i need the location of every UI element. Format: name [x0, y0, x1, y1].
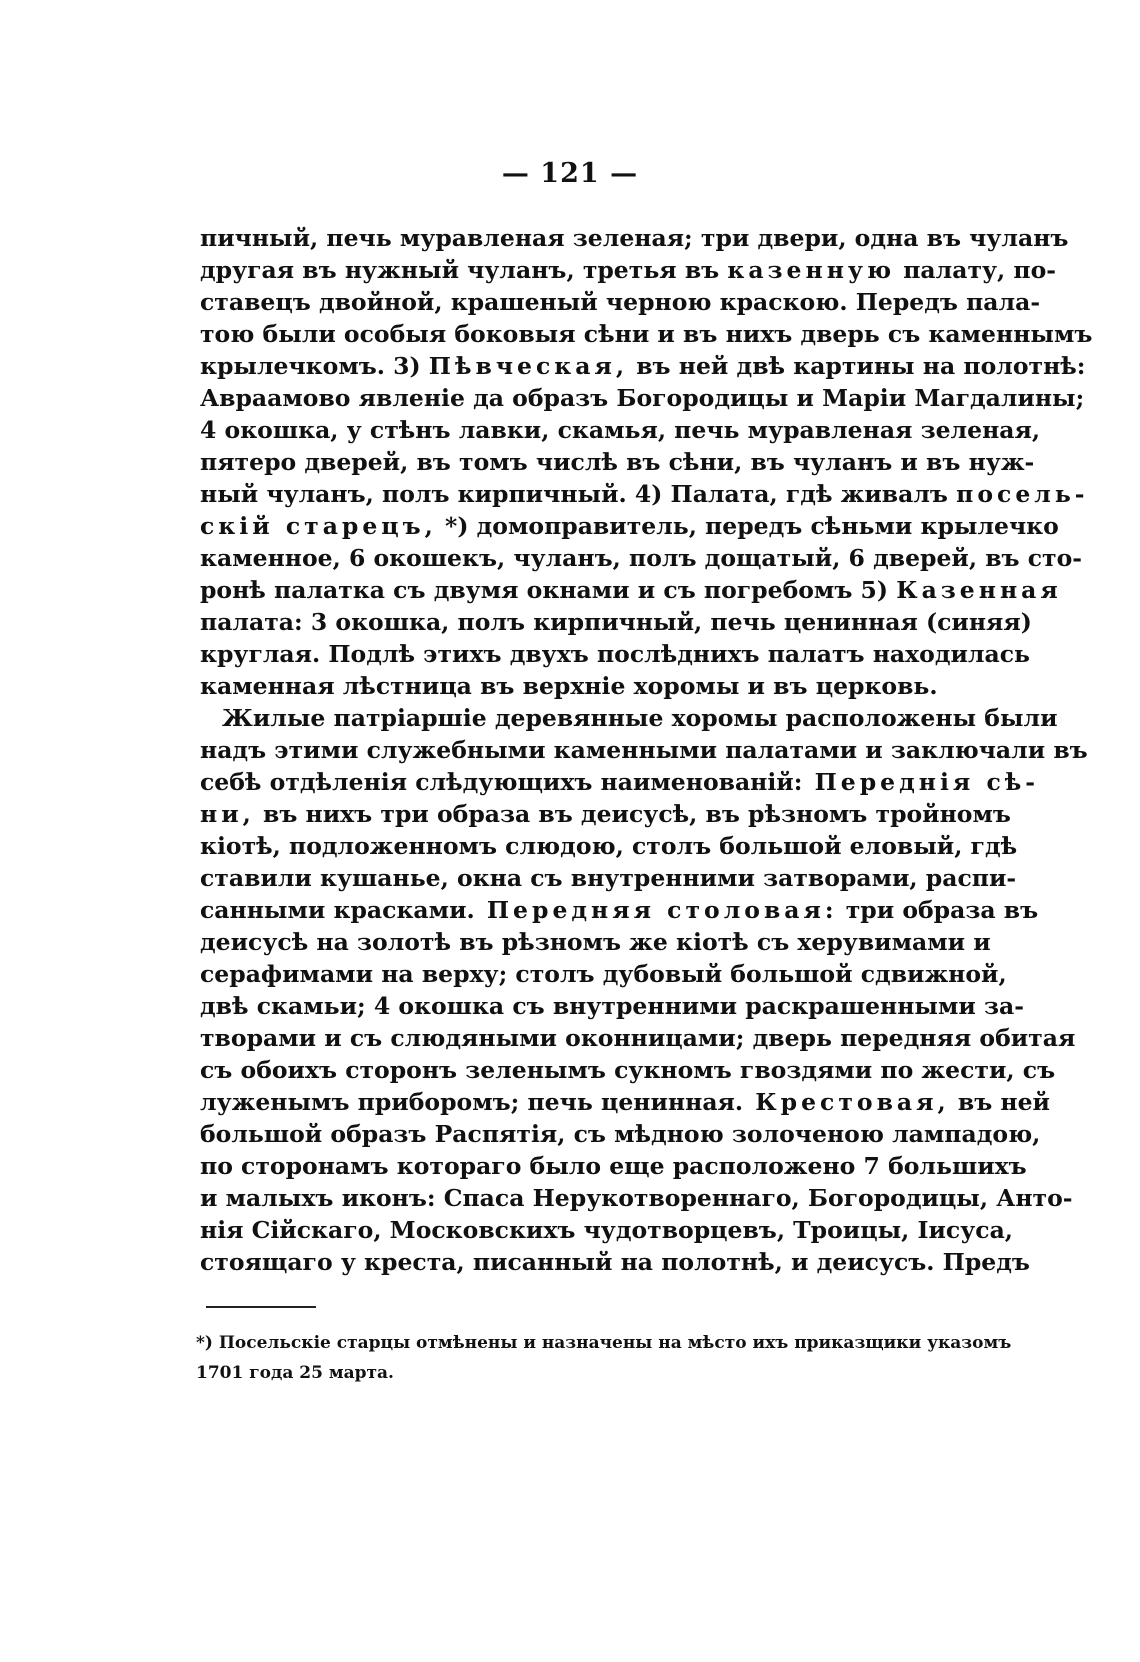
- page-number: — 121 —: [501, 158, 639, 189]
- spaced-term: скій старецъ,: [200, 512, 437, 540]
- text-line: ставили кушанье, окна съ внутренними затворами, распи-: [200, 864, 1017, 892]
- text-line: стоящаго у креста, писанный на полотнѣ, и деисусъ. Предъ: [200, 1248, 1030, 1276]
- footnote-divider: [206, 1306, 316, 1308]
- spaced-term: Крестовая,: [743, 1088, 950, 1116]
- text-line: деисусѣ на золотѣ въ рѣзномъ же кіотѣ съ херувимами и: [200, 928, 991, 956]
- spaced-term: Пѣвческая,: [428, 352, 629, 380]
- text-line: большой образъ Распятія, съ мѣдною золоченою лампадою,: [200, 1120, 1041, 1148]
- text-line: Авраамово явленіе да образъ Богородицы и Маріи Магдалины;: [200, 384, 1085, 412]
- spaced-term: Передняя столовая:: [474, 896, 838, 924]
- text-line: пятеро дверей, въ томъ числѣ въ сѣни, въ чуланъ и въ нуж-: [200, 448, 1035, 476]
- text-line: нія Сійскаго, Московскихъ чудотворцевъ, Троицы, Іисуса,: [200, 1216, 1013, 1244]
- spaced-term: ни,: [200, 800, 255, 828]
- text-line: творами и съ слюдяными оконницами; дверь передняя обитая: [200, 1024, 1076, 1052]
- main-text: [200, 222, 1093, 1278]
- text-line: ни, въ нихъ три образа въ деисусѣ, въ рѣзномъ тройномъ: [200, 800, 1011, 828]
- text-line: луженымъ приборомъ; печь ценинная. Крестовая, въ ней: [200, 1088, 1050, 1116]
- spaced-term: посель-: [956, 480, 1089, 508]
- text-line: Жилые патріаршіе деревянные хоромы расположены были: [222, 704, 1058, 732]
- text-line: и малыхъ иконъ: Спаса Нерукотвореннаго, Богородицы, Анто-: [200, 1184, 1073, 1212]
- text-line: тою были особыя боковыя сѣни и въ нихъ дверь съ каменнымъ: [200, 320, 1093, 348]
- text-line: санными красками. Передняя столовая: три образа въ: [200, 896, 1039, 924]
- text-line: двѣ скамьи; 4 окошка съ внутренними раскрашенными за-: [200, 992, 1024, 1020]
- text-line: каменное, 6 окошекъ, чуланъ, полъ дощатый, 6 дверей, въ сто-: [200, 544, 1083, 572]
- text-line: кіотѣ, подложенномъ слюдою, столъ большой еловый, гдѣ: [200, 832, 1018, 860]
- spaced-term: казенную: [727, 256, 896, 284]
- text-line: себѣ отдѣленія слѣдующихъ наименованій: Переднія сѣ-: [200, 768, 1040, 796]
- text-line: серафимами на верху; столъ дубовый большой сдвижной,: [200, 960, 1007, 988]
- text-line: ный чуланъ, полъ кирпичный. 4) Палата, гдѣ живалъ посель-: [200, 480, 1089, 508]
- text-line: каменная лѣстница въ верхніе хоромы и въ церковь.: [200, 672, 938, 700]
- text-line: съ обоихъ сторонъ зеленымъ сукномъ гвоздями по жести, съ: [200, 1056, 1056, 1084]
- text-line: другая въ нужный чуланъ, третья въ казенную палату, по-: [200, 256, 1057, 284]
- text-line: ставецъ двойной, крашеный черною краскою. Передъ пала-: [200, 288, 1041, 316]
- text-line: ронѣ палатка съ двумя окнами и съ погребомъ 5) Казенная: [200, 576, 1062, 604]
- text-line: круглая. Подлѣ этихъ двухъ послѣднихъ палатъ находилась: [200, 640, 1030, 668]
- spaced-term: Переднія сѣ-: [802, 768, 1040, 796]
- text-line: по сторонамъ котораго было еще расположено 7 большихъ: [200, 1152, 1027, 1180]
- footnote-line: 1701 года 25 марта.: [196, 1363, 394, 1383]
- footnote-line: *) Посельскіе старцы отмѣнены и назначены на мѣсто ихъ приказщики указомъ: [196, 1333, 1012, 1353]
- text-line: крылечкомъ. 3) Пѣвческая, въ ней двѣ картины на полотнѣ:: [200, 352, 1086, 380]
- text-line: палата: 3 окошка, полъ кирпичный, печь ценинная (синяя): [200, 608, 1032, 636]
- text-line: надъ этими служебными каменными палатами и заключали въ: [200, 736, 1088, 764]
- text-line: пичный, печь муравленая зеленая; три двери, одна въ чуланъ: [200, 224, 1069, 252]
- footnote: [196, 1328, 1012, 1388]
- text-line: скій старецъ, *) домоправитель, передъ сѣньми крылечко: [200, 512, 1059, 540]
- text-line: 4 окошка, у стѣнъ лавки, скамья, печь муравленая зеленая,: [200, 416, 1041, 444]
- spaced-term: Казенная: [896, 576, 1062, 604]
